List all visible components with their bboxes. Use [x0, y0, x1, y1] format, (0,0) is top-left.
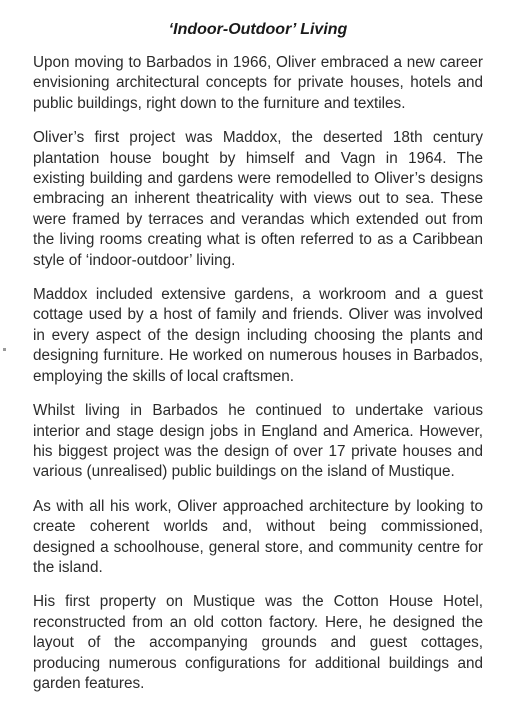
page-title: ‘Indoor-Outdoor’ Living	[168, 21, 348, 38]
paragraph-move-to-barbados: Upon moving to Barbados in 1966, Oliver embraced a new career envisioning architectural concepts for private houses, hotels and public buildings, right down to the furniture and textiles.	[33, 54, 483, 112]
document-page	[33, 20, 483, 708]
page-edge-mark	[3, 348, 6, 351]
paragraph-mustique-projects: Whilst living in Barbados he continued to undertake various interior and stage design jobs in England and America. However, his biggest project was the design of over 17 private houses and various (unrealised) public buildings on the island of Mustique.	[33, 402, 483, 481]
paragraph-coherent-worlds: As with all his work, Oliver approached architecture by looking to create coherent worlds and, without being commissioned, designed a schoolhouse, general store, and community centre for the island.	[33, 497, 483, 576]
paragraph-cotton-house-hotel: His first property on Mustique was the Cotton House Hotel, reconstructed from an old cotton factory. Here, he designed the layout of the accompanying grounds and guest cottages, producing numerous configurations for additional buildings and garden features.	[33, 593, 483, 692]
paragraph-maddox-gardens: Maddox included extensive gardens, a workroom and a guest cottage used by a host of family and friends. Oliver was involved in every aspect of the design including choosing the plants and designing furniture. He worked on numerous houses in Barbados, employing the skills of local craftsmen.	[33, 286, 483, 385]
paragraph-maddox-project: Oliver’s first project was Maddox, the deserted 18th century plantation house bought by himself and Vagn in 1964. The existing building and gardens were remodelled to Oliver’s designs embracing an inherent theatricality with views out to sea. These were framed by terraces and verandas which extended out from the living rooms creating what is often referred to as a Caribbean style of ‘indoor-outdoor’ living.	[33, 129, 483, 269]
